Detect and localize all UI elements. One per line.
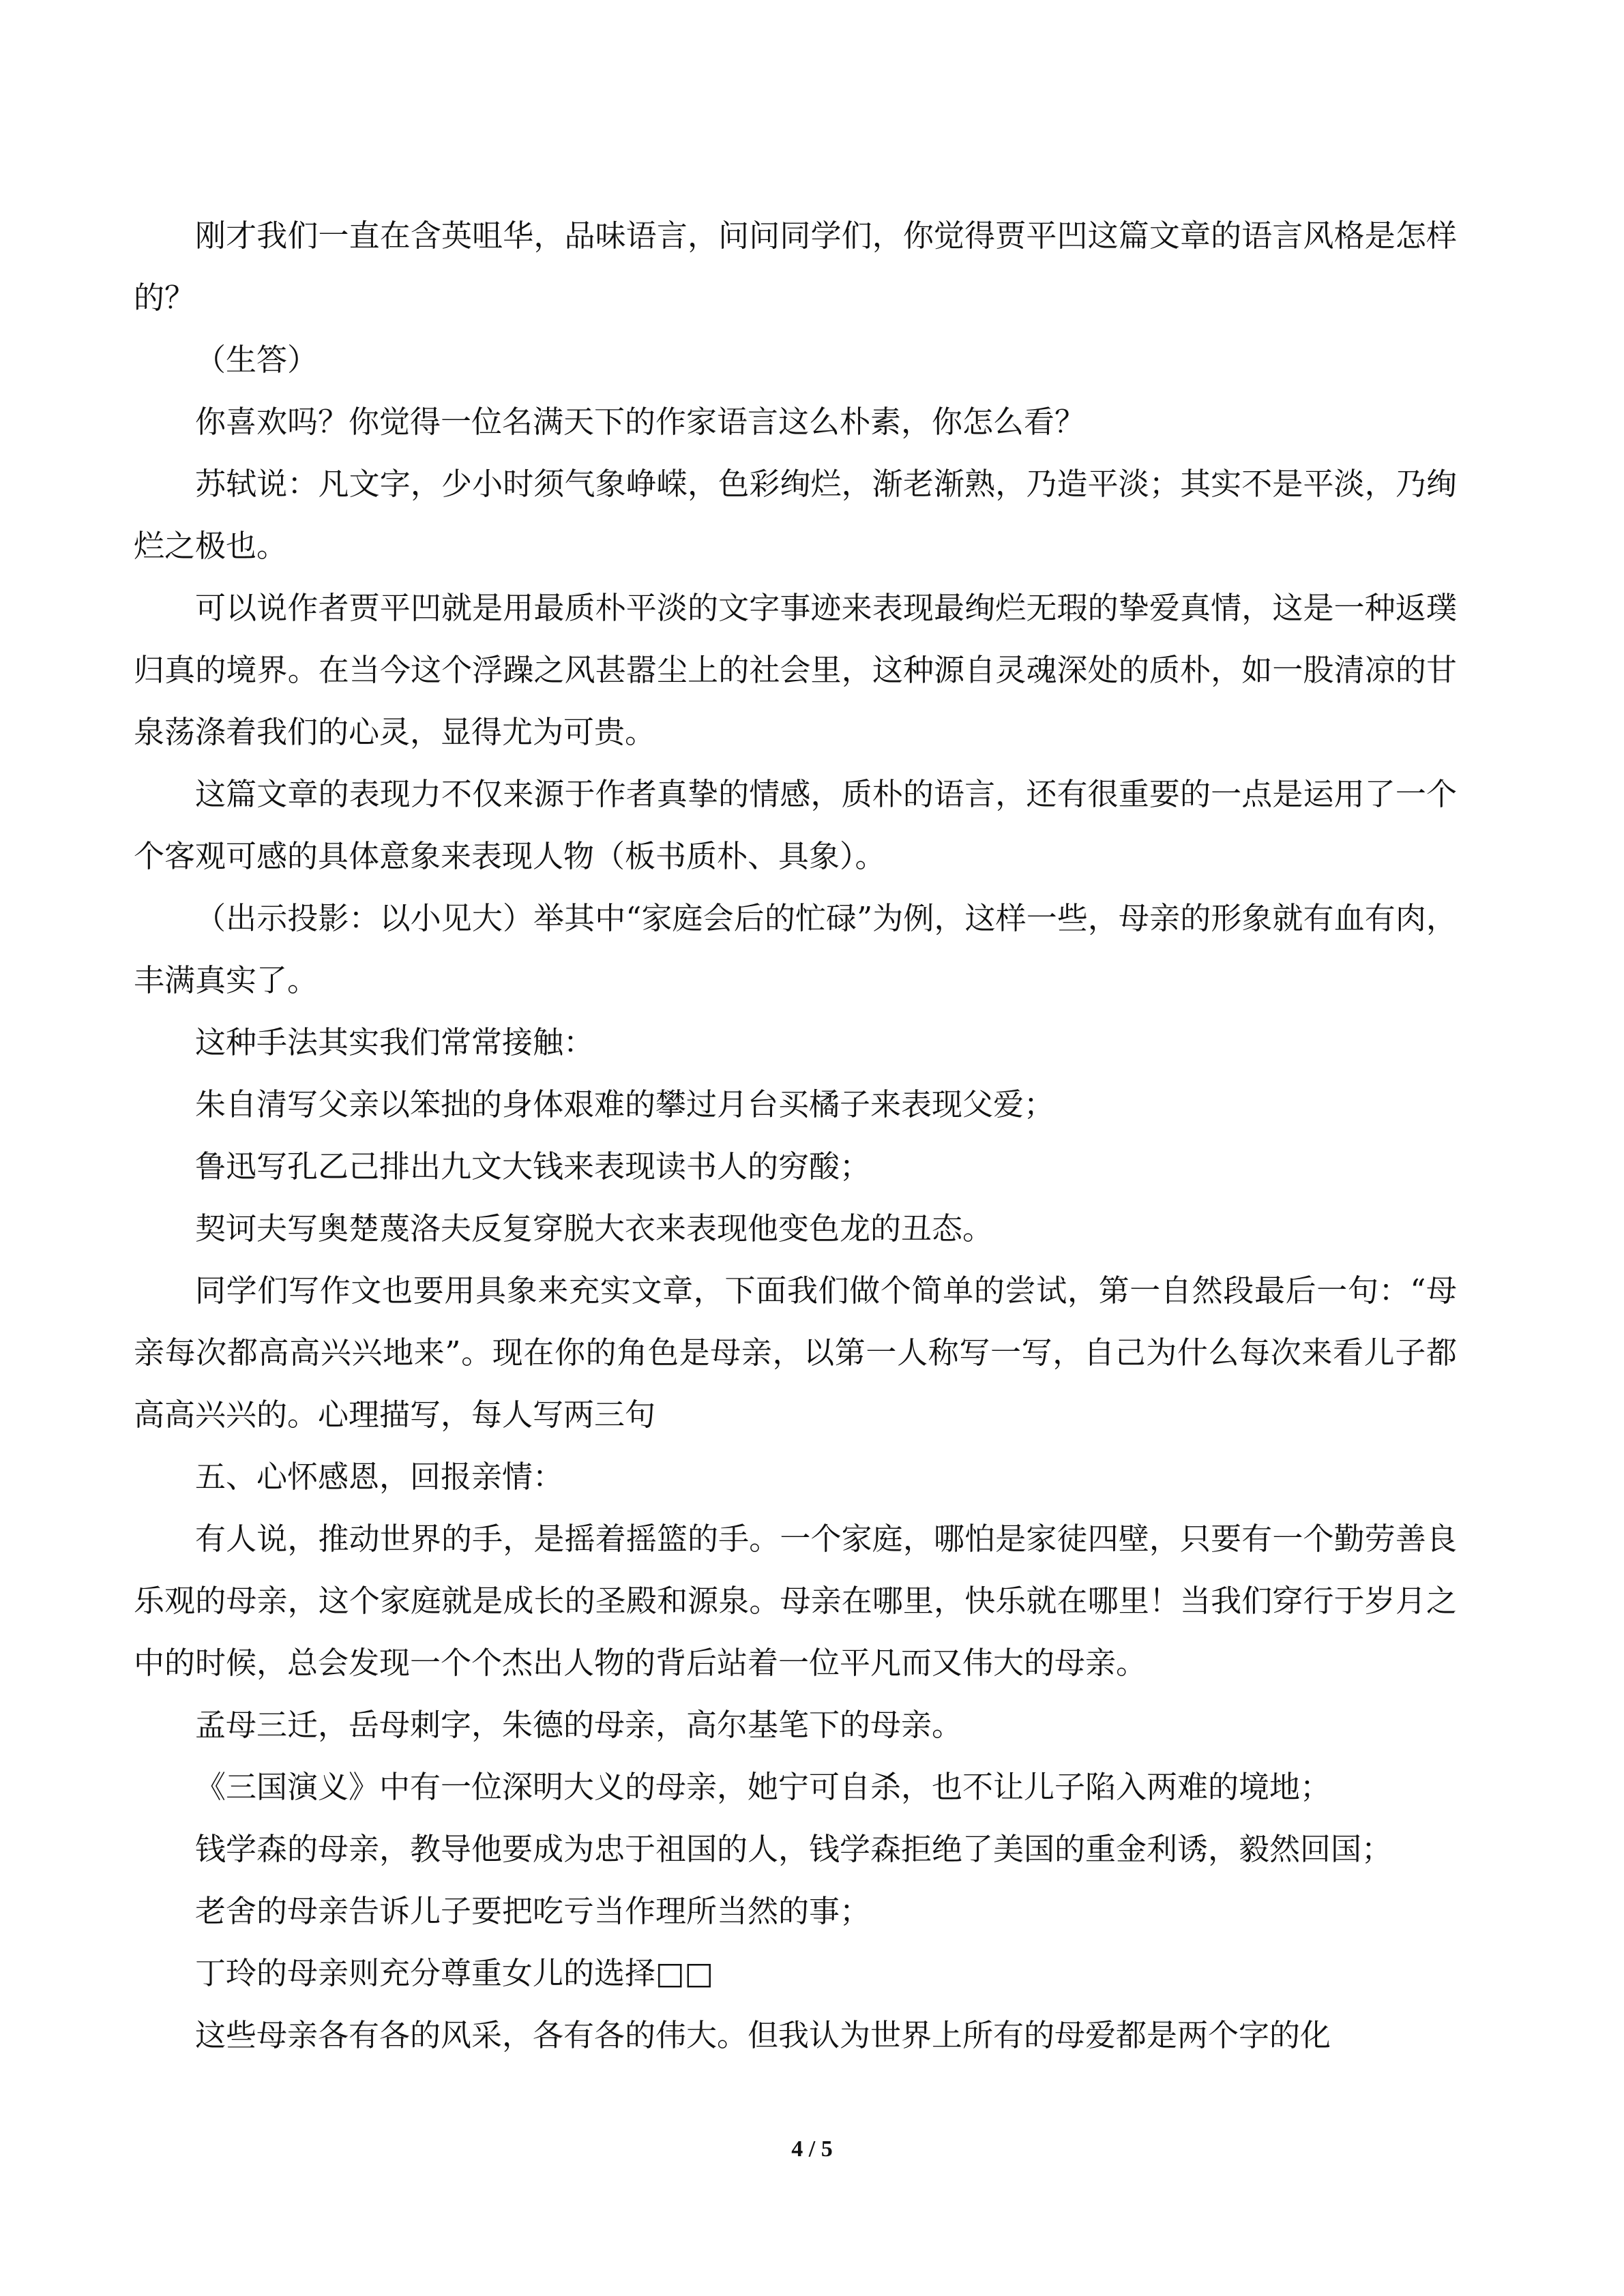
paragraph-hand-rocks-cradle: 有人说，推动世界的手，是摇着摇篮的手。一个家庭，哪怕是家徒四壁，只要有一个勤劳善良乐观的母亲，这个家庭就是成长的圣殿和源泉。母亲在哪里，快乐就在哪里！当我们穿行于岁月之中的时候，总会发现一个个杰出人物的背后站着一位平凡而又伟大的母亲。: [134, 1521, 1457, 1681]
paragraph-lu-xun: 鲁迅写孔乙己排出九文大钱来表现读书人的穷酸；: [195, 1148, 871, 1184]
paragraph-famous-mothers: 孟母三迁，岳母刺字，朱德的母亲，高尔基笔下的母亲。: [195, 1707, 963, 1743]
paragraph-qian-xuesen: 钱学森的母亲，教导他要成为忠于祖国的人，钱学森拒绝了美国的重金利诱，毅然回国；: [195, 1831, 1393, 1867]
paragraph-su-shi-quote: 苏轼说：凡文字，少小时须气象峥嵘，色彩绚烂，渐老渐熟，乃造平淡；其实不是平淡，乃绚烂之极也。: [134, 466, 1457, 564]
paragraph-chekhov: 契诃夫写奥楚蔑洛夫反复穿脱大衣来表现他变色龙的丑态。: [195, 1210, 994, 1247]
page-number: 4 / 5: [791, 2136, 833, 2162]
paragraph-mothers-conclusion: 这些母亲各有各的风采，各有各的伟大。但我认为世界上所有的母爱都是两个字的化: [195, 2017, 1331, 2053]
paragraph-lao-she: 老舍的母亲告诉儿子要把吃亏当作理所当然的事；: [195, 1893, 871, 1929]
paragraph-language-style-question: 刚才我们一直在含英咀华，品味语言，问问同学们，你觉得贾平凹这篇文章的语言风格是怎样的？: [134, 218, 1457, 316]
paragraph-ding-ling: 丁玲的母亲则充分尊重女儿的选择□□: [195, 1955, 714, 1991]
paragraph-projection-example: （出示投影：以小见大）举其中“家庭会后的忙碌”为例，这样一些，母亲的形象就有血有肉，丰满真实了。: [134, 900, 1457, 998]
paragraph-student-answer: （生答）: [195, 342, 319, 378]
paragraph-expressiveness: 这篇文章的表现力不仅来源于作者真挚的情感，质朴的语言，还有很重要的一点是运用了一个个客观可感的具体意象来表现人物（板书质朴、具象）。: [134, 776, 1457, 874]
paragraph-author-style: 可以说作者贾平凹就是用最质朴平淡的文字事迹来表现最绚烂无瑕的挚爱真情，这是一种返璞归真的境界。在当今这个浮躁之风甚嚣尘上的社会里，这种源自灵魂深处的质朴，如一股清凉的甘泉荡涤着我们的心灵，显得尤为可贵。: [134, 590, 1457, 750]
paragraph-writing-exercise: 同学们写作文也要用具象来充实文章，下面我们做个简单的尝试，第一自然段最后一句：“母亲每次都高高兴兴地来”。现在你的角色是母亲，以第一人称写一写，自己为什么每次来看儿子都高高兴兴的。心理描写，每人写两三句: [134, 1272, 1457, 1433]
paragraph-zhu-ziqing: 朱自清写父亲以笨拙的身体艰难的攀过月台买橘子来表现父爱；: [195, 1086, 1055, 1122]
paragraph-three-kingdoms: 《三国演义》中有一位深明大义的母亲，她宁可自杀，也不让儿子陷入两难的境地；: [195, 1769, 1331, 1805]
paragraph-technique-intro: 这种手法其实我们常常接触：: [195, 1024, 595, 1060]
document-body: [134, 205, 1457, 2066]
paragraph-do-you-like: 你喜欢吗？你觉得一位名满天下的作家语言这么朴素，你怎么看？: [195, 404, 1086, 440]
section-heading-gratitude: 五、心怀感恩，回报亲情：: [195, 1459, 564, 1495]
